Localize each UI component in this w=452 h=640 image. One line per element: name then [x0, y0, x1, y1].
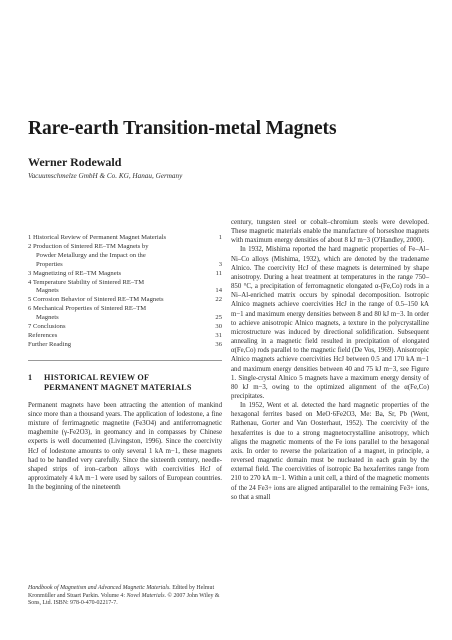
toc-entry-page: 25 [215, 314, 222, 322]
body-paragraph: Permanent magnets have been attracting the attention of mankind since more than a thousand years. The application of lodestone, a fine mixture of ferrimagnetic magnetite (Fe3O4) and antiferromagnetic maghemite (γ-Fe2O3), in geomancy and in compasses by Chinese experts is well documented (Livingston, 1996). Since the coercivity HcJ of lodestone amounts to only several 1 kA m−1, these magnets had to be handled very carefully. Since the sixteenth century, needle-shaped strips of iron–carbon alloys with coercivities HcJ of approximately 4 kA m−1 were used by sailors of European countries. In the beginning of the nineteenth [28, 401, 222, 492]
section-number: 1 [28, 372, 33, 382]
toc-entry-title: Further Reading [28, 340, 72, 348]
toc-entry [28, 305, 222, 314]
left-column [28, 234, 222, 492]
toc-divider [28, 360, 222, 361]
toc-entry [28, 234, 222, 243]
toc-entry-page: 3 [218, 260, 222, 268]
footnote-book-title: Handbook of Magnetism and Advanced Magnetic Materials. [28, 585, 171, 591]
toc-entry-title: 5 Corrosion Behavior of Sintered RE–TM Magnets [28, 296, 164, 304]
toc-entry-title: Magnets [36, 287, 59, 295]
footnote-volume-title: Novel Materials. [126, 592, 167, 599]
article-title: Rare-earth Transition-metal Magnets [28, 118, 337, 139]
section-heading-line: HISTORICAL REVIEW OF [44, 372, 150, 382]
copyright-footnote [28, 585, 222, 608]
toc-entry [28, 252, 222, 261]
author-affiliation: Vacuumschmelze GmbH & Co. KG, Hanau, Germany [28, 172, 183, 180]
toc-entry-title: Properties [36, 260, 63, 268]
table-of-contents [28, 234, 222, 350]
toc-entry [28, 332, 222, 341]
toc-entry [28, 270, 222, 279]
author-name: Werner Rodewald [28, 155, 122, 169]
toc-entry-title: Powder Metallurgy and the Impact on the [36, 251, 146, 259]
toc-entry [28, 261, 222, 270]
toc-entry [28, 296, 222, 305]
right-column [231, 218, 429, 502]
toc-entry-title: 7 Conclusions [28, 323, 66, 331]
toc-entry-title: Magnets [36, 314, 59, 322]
toc-entry-title: 3 Magnetizing of RE–TM Magnets [28, 269, 122, 277]
body-paragraph: In 1952, Went et al. detected the hard magnetic properties of the hexagonal ferrites based on MeO·6Fe2O3, Me: Ba, Sr, Pb (Went, Rathenau, Gorter and Van Oosterhaut, 1952). The coercivity of the hexaferrites is due to a strong magnetocrystalline anisotropy, which aligns the magnetic moments of the Fe ions parallel to the hexagonal axis. In order to reverse the polarization of a magnet, in principle, a reversed magnetic domain must be nucleated in each grain by the external field. The coercivities of isotropic Ba hexaferrites range from 210 to 270 kA m−1. Within a unit cell, a third of the magnetic moments of the 24 Fe3+ ions are aligned antiparallel to the remaining Fe3+ ions, so that a small [231, 402, 429, 501]
toc-entry [28, 314, 222, 323]
footnote-copyright: © 2007 John Wiley & Sons, Ltd. ISBN: 978-0-470-02217-7. [28, 592, 220, 607]
toc-entry [28, 243, 222, 252]
toc-entry-page: 11 [215, 269, 222, 277]
toc-entry-title: 4 Temperature Stability of Sintered RE–TM [28, 278, 145, 286]
toc-entry-page: 14 [215, 287, 222, 295]
toc-entry-title: 1 Historical Review of Permanent Magnet Materials [28, 234, 167, 241]
body-paragraph: century, tungsten steel or cobalt–chromium steels were developed. These magnetic materials enable the manufacture of horseshoe magnets with maximum energy densities of about 8 kJ m−3 (O'Handley, 2000). [231, 219, 429, 245]
toc-entry [28, 279, 222, 288]
toc-entry [28, 323, 222, 332]
section-heading [28, 373, 222, 394]
toc-entry-page: 36 [215, 340, 222, 348]
toc-entry-title: References [28, 331, 58, 339]
toc-entry-page: 22 [215, 296, 222, 304]
toc-entry-page: 1 [218, 234, 222, 241]
toc-entry-title: 6 Mechanical Properties of Sintered RE–TM [28, 305, 147, 313]
body-paragraph: In 1932, Mishima reported the hard magnetic properties of Fe–Al–Ni–Co alloys (Mishima, 1932), which are denoted by the tradename Alnico. The coercivity HcJ of these magnets is determined by shape anisotropy. During a heat treatment at temperatures in the range 750–850 °C, a precipitation of ferromagnetic elongated α-(Fe,Co) rods in a Ni–Al-enriched matrix occurs by spinodal decomposition. Isotropic Alnico magnets achieve coercivities HcJ in the range of 0.5–150 kA m−1 and maximum energy densities between 8 and 80 kJ m−3. In order to achieve anisotropic Alnico magnets, a texture in the polycrystalline microstructure was induced by directional solidification. Subsequent annealing in a magnetic field resulted in precipitation of elongated α(Fe,Co) rods parallel to the magnetic field (De Vos, 1969). Anisotropic Alnico magnets achieve coercivities HcJ between 0.5 and 170 kA m−1 and maximum energy densities between 40 and 75 kJ m−3, see Figure 1. Single-crystal Alnico 5 magnets have a maximum energy density of 80 kJ m−3, owing to the optimized alignment of the α(Fe,Co) precipitates. [231, 246, 429, 400]
left-body-text [28, 401, 222, 493]
section-heading-line: PERMANENT MAGNET MATERIALS [44, 383, 192, 393]
footnote-editors: Edited by Helmut Kronmüller and Stuart Parkin. Volume 4: [28, 585, 215, 599]
toc-entry [28, 341, 222, 350]
toc-entry [28, 287, 222, 296]
toc-entry-page: 30 [215, 323, 222, 331]
toc-entry-page: 31 [215, 331, 222, 339]
toc-entry-title: 2 Production of Sintered RE–TM Magnets by [28, 242, 149, 250]
